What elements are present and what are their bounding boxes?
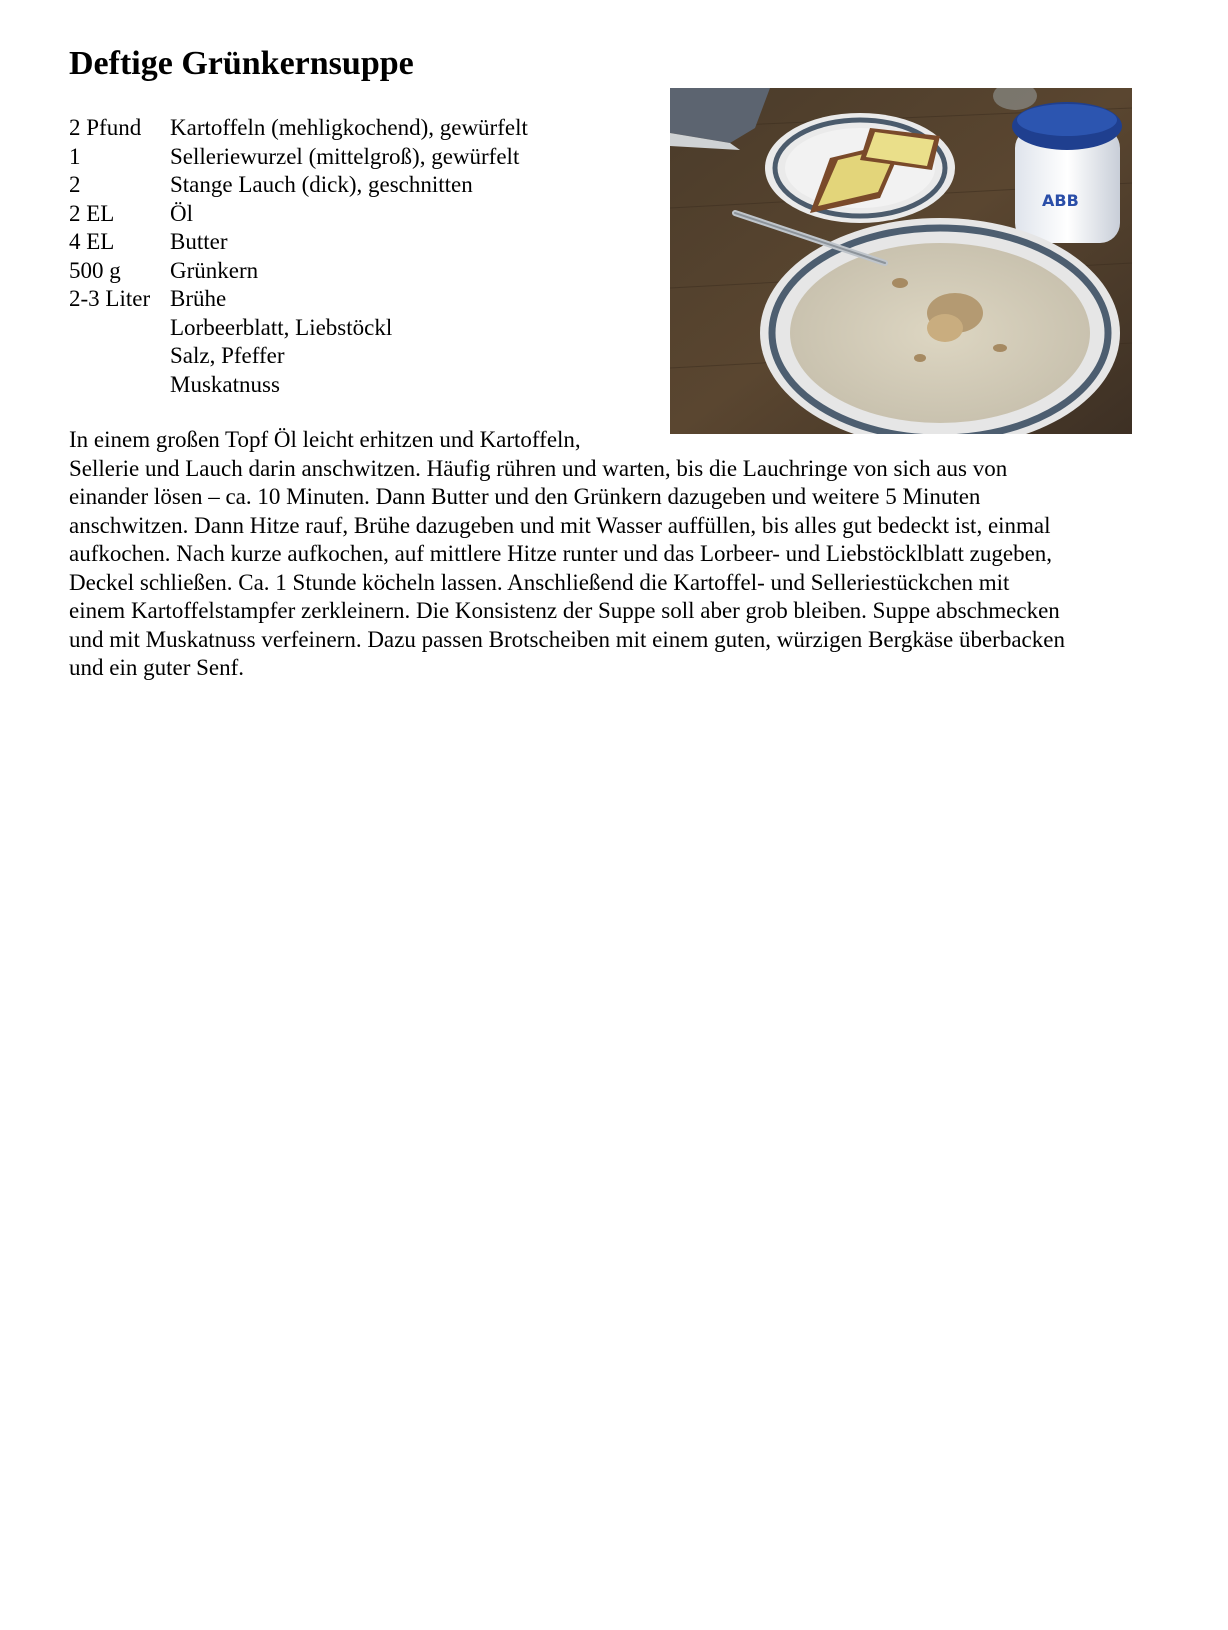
ingredient-name: Brühe: [170, 286, 227, 311]
ingredient-quantity: 2 Pfund: [69, 115, 142, 140]
ingredient-row: [69, 314, 629, 343]
ingredient-name: Salz, Pfeffer: [170, 343, 285, 368]
instructions-line: und ein guter Senf.: [69, 655, 245, 680]
ingredient-quantity: 1: [69, 143, 81, 169]
ingredient-quantity: 2: [69, 172, 81, 197]
ingredient-quantity: [69, 342, 170, 371]
ingredient-name: Butter: [170, 229, 228, 254]
soup-photo: [670, 88, 1132, 434]
ingredient-row: [69, 285, 629, 314]
ingredient-row: [69, 371, 629, 400]
instructions-line: In einem großen Topf Öl leicht erhitzen und Kartoffeln,: [69, 427, 581, 452]
instructions-line: und mit Muskatnuss verfeinern. Dazu passen Brotscheiben mit einem guten, würzigen Bergkäse überbacken: [69, 626, 1065, 652]
jar-label: ABB: [1042, 191, 1079, 210]
ingredient-row: [69, 342, 629, 371]
ingredient-row: [69, 171, 629, 200]
ingredient-name: Stange Lauch (dick), geschnitten: [170, 172, 473, 197]
ingredient-name: Muskatnuss: [170, 371, 280, 397]
instructions-line: Deckel schließen. Ca. 1 Stunde köcheln lassen. Anschließend die Kartoffel- und Selleriestückchen mit: [69, 569, 1010, 595]
instructions-line: aufkochen. Nach kurze aufkochen, auf mittlere Hitze runter und das Lorbeer- und Liebstöcklblatt zugeben,: [69, 541, 1053, 566]
ingredient-row: [69, 143, 629, 172]
ingredient-quantity: [69, 314, 170, 343]
ingredient-name: Kartoffeln (mehligkochend), gewürfelt: [170, 115, 528, 140]
ingredient-quantity: 2 EL: [69, 200, 115, 226]
page-title: Deftige Grünkernsuppe: [69, 45, 414, 82]
ingredient-row: [69, 228, 629, 257]
instructions: [69, 426, 1159, 683]
ingredient-list: [69, 114, 629, 399]
ingredient-quantity: [69, 371, 170, 400]
instructions-line: einem Kartoffelstampfer zerkleinern. Die Konsistenz der Suppe soll aber grob bleiben. Suppe abschmecken: [69, 598, 1060, 623]
ingredient-name: Grünkern: [170, 257, 259, 283]
ingredient-name: Selleriewurzel (mittelgroß), gewürfelt: [170, 143, 520, 169]
instructions-line: Sellerie und Lauch darin anschwitzen. Häufig rühren und warten, bis die Lauchringe von sich aus von: [69, 455, 1008, 481]
instructions-line: anschwitzen. Dann Hitze rauf, Brühe dazugeben und mit Wasser auffüllen, bis alles gut bedeckt ist, einmal: [69, 512, 1051, 538]
ingredient-quantity: 4 EL: [69, 229, 115, 254]
ingredient-row: [69, 200, 629, 229]
ingredient-row: [69, 257, 629, 286]
ingredient-quantity: 2-3 Liter: [69, 286, 151, 311]
ingredient-quantity: 500 g: [69, 257, 121, 283]
ingredient-name: Öl: [170, 200, 193, 226]
instructions-line: einander lösen – ca. 10 Minuten. Dann Butter und den Grünkern dazugeben und weitere 5 Minuten: [69, 484, 981, 509]
ingredient-name: Lorbeerblatt, Liebstöckl: [170, 314, 393, 340]
ingredient-row: [69, 114, 629, 143]
